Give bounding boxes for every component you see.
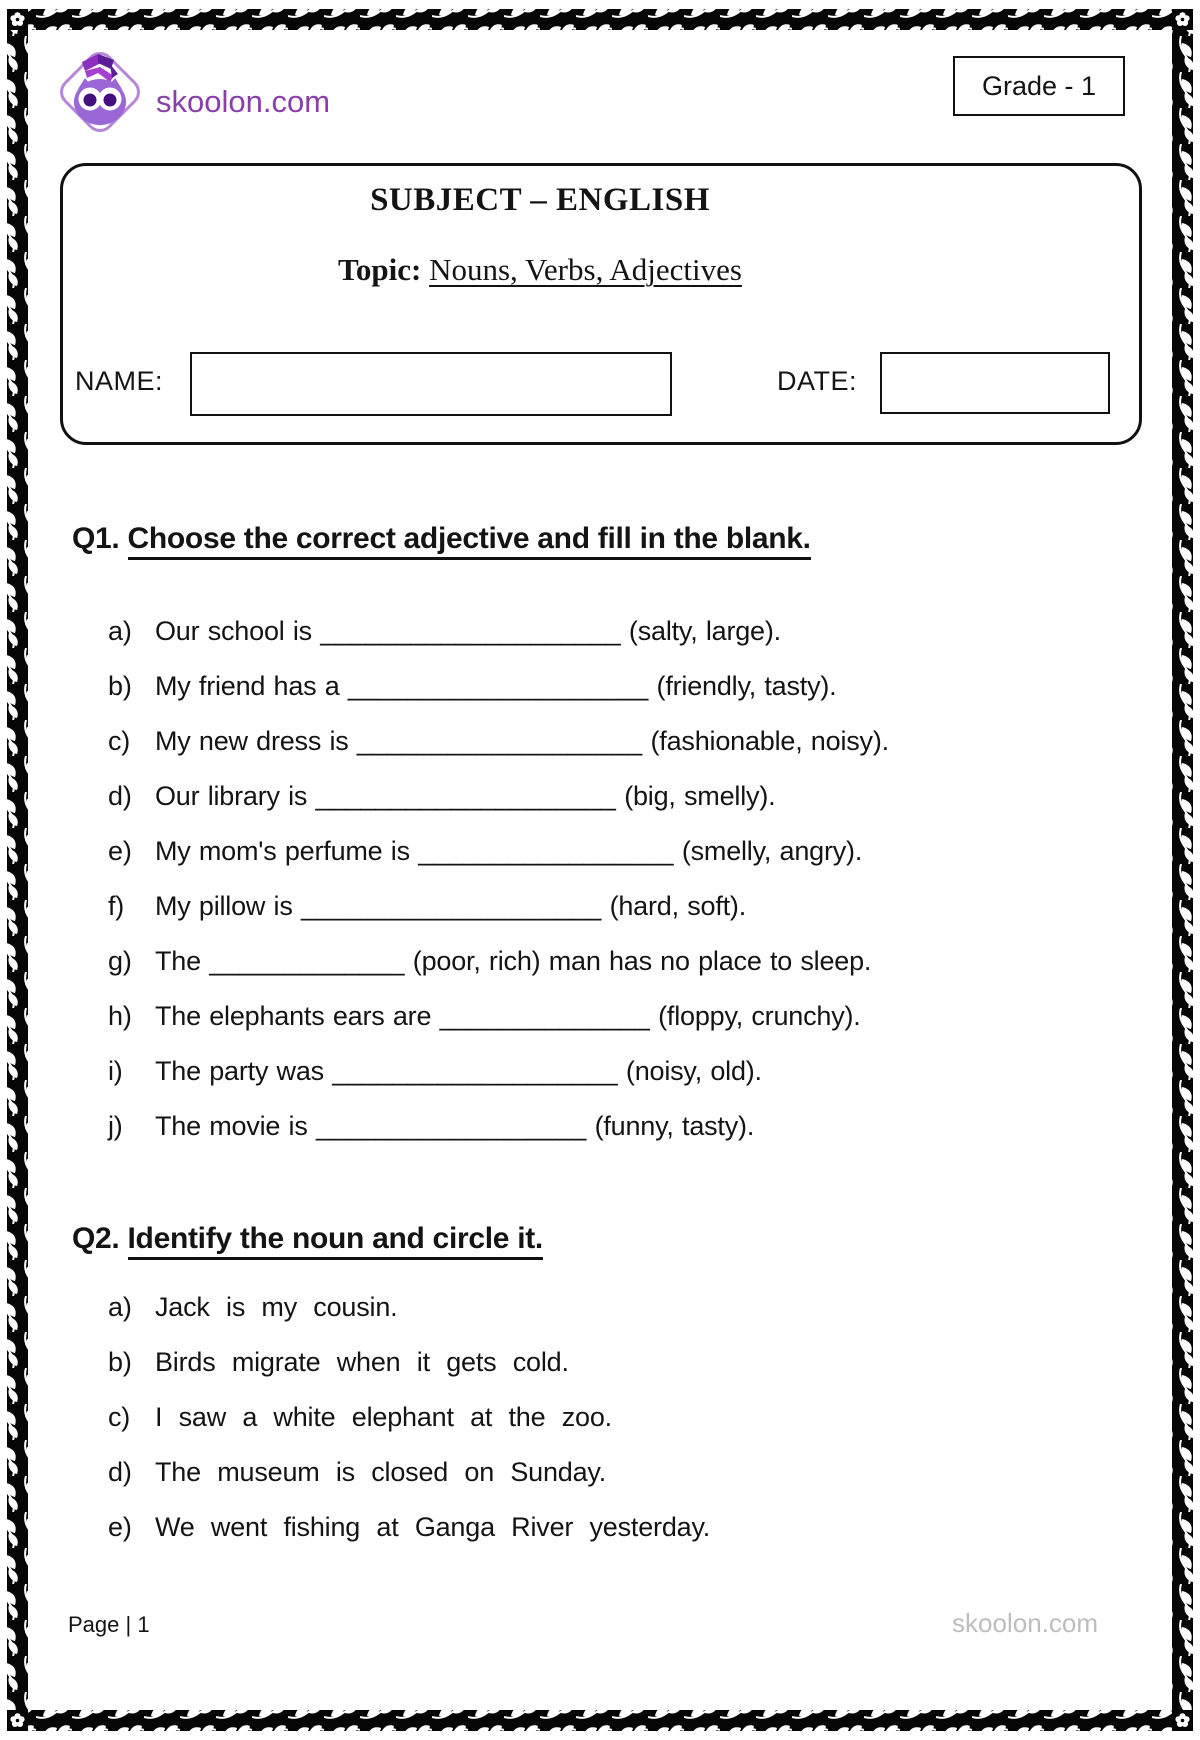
item-text: The _____________ (poor, rich) man has no place to sleep. xyxy=(155,946,872,976)
q1-item-f xyxy=(108,889,1140,924)
q1-item-c xyxy=(108,724,1140,759)
item-letter: a) xyxy=(108,1292,132,1322)
item-letter: i) xyxy=(108,1056,123,1086)
q1-item-j xyxy=(108,1109,1140,1144)
item-letter: f) xyxy=(108,891,125,921)
item-text: The elephants ears are ______________ (floppy, crunchy). xyxy=(155,1001,861,1031)
q2-item-b xyxy=(108,1345,1140,1380)
blank-line: ____________________ xyxy=(300,891,602,921)
q2-heading xyxy=(72,1222,543,1256)
date-input-box[interactable] xyxy=(880,352,1110,414)
q1-item-g xyxy=(108,944,1140,979)
item-text: The movie is __________________ (funny, tasty). xyxy=(155,1111,755,1141)
topic-label: Topic: xyxy=(338,252,422,287)
topic-value: Nouns, Verbs, Adjectives xyxy=(429,252,742,287)
item-text: My pillow is ____________________ (hard, soft). xyxy=(155,891,747,921)
item-text: My new dress is ___________________ (fashionable, noisy). xyxy=(155,726,889,756)
q1-item-b xyxy=(108,669,1140,704)
skoolon-logo xyxy=(52,40,330,142)
q1-item-a xyxy=(108,614,1140,649)
q1-heading xyxy=(72,522,811,556)
q1-item-e xyxy=(108,834,1140,869)
q2-item-c xyxy=(108,1400,1140,1435)
item-text: The museum is closed on Sunday. xyxy=(155,1457,607,1487)
item-text: My mom's perfume is _________________ (smelly, angry). xyxy=(155,836,863,866)
item-letter: c) xyxy=(108,1402,131,1432)
grade-badge-label: Grade - 1 xyxy=(981,70,1097,101)
topic-line xyxy=(60,252,1020,288)
item-letter: e) xyxy=(108,836,132,866)
q1-item-i xyxy=(108,1054,1140,1089)
page-number: Page | 1 xyxy=(68,1612,150,1637)
q1-list xyxy=(108,614,1140,1164)
item-text: The party was ___________________ (noisy, old). xyxy=(155,1056,762,1086)
owl-logo-icon xyxy=(52,40,148,142)
blank-line: ____________________ xyxy=(347,671,649,701)
blank-line: __________________ xyxy=(315,1111,587,1141)
q2-item-d xyxy=(108,1455,1140,1490)
q2-item-e xyxy=(108,1510,1140,1545)
item-text: Jack is my cousin. xyxy=(155,1292,398,1322)
q1-item-d xyxy=(108,779,1140,814)
item-text: Our school is ____________________ (salty, large). xyxy=(155,616,781,646)
q2-number: Q2. xyxy=(72,1222,120,1255)
date-label: DATE: xyxy=(777,366,858,396)
item-letter: h) xyxy=(108,1001,132,1031)
item-letter: b) xyxy=(108,1347,132,1377)
item-letter: d) xyxy=(108,781,132,811)
item-text: Birds migrate when it gets cold. xyxy=(155,1347,569,1377)
blank-line: _________________ xyxy=(418,836,674,866)
q2-list xyxy=(108,1290,1140,1565)
blank-line: ____________________ xyxy=(315,781,616,811)
item-letter: b) xyxy=(108,671,132,701)
item-letter: d) xyxy=(108,1457,132,1487)
item-letter: a) xyxy=(108,616,132,646)
blank-line: ____________________ xyxy=(320,616,621,646)
grade-badge xyxy=(953,56,1125,116)
blank-line: _____________ xyxy=(209,946,405,976)
q2-item-a xyxy=(108,1290,1140,1325)
blank-line: ______________ xyxy=(439,1001,650,1031)
item-text: We went fishing at Ganga River yesterday. xyxy=(155,1512,711,1542)
item-text: I saw a white elephant at the zoo. xyxy=(155,1402,612,1432)
name-label: NAME: xyxy=(75,366,164,396)
subject-title: SUBJECT – ENGLISH xyxy=(370,182,710,218)
footer-site-label: skoolon.com xyxy=(952,1608,1098,1638)
blank-line: ___________________ xyxy=(356,726,643,756)
q1-number: Q1. xyxy=(72,522,120,555)
item-text: My friend has a ____________________ (friendly, tasty). xyxy=(155,671,837,701)
item-text: Our library is ____________________ (big, smelly). xyxy=(155,781,776,811)
name-input-box[interactable] xyxy=(190,352,672,416)
q2-title: Identify the noun and circle it. xyxy=(128,1222,543,1260)
blank-line: ___________________ xyxy=(332,1056,618,1086)
item-letter: c) xyxy=(108,726,131,756)
item-letter: g) xyxy=(108,946,132,976)
item-letter: e) xyxy=(108,1512,132,1542)
item-letter: j) xyxy=(108,1111,123,1141)
logo-text: skoolon.com xyxy=(156,84,331,119)
q1-title: Choose the correct adjective and fill in the blank. xyxy=(128,522,811,560)
q1-item-h xyxy=(108,999,1140,1034)
